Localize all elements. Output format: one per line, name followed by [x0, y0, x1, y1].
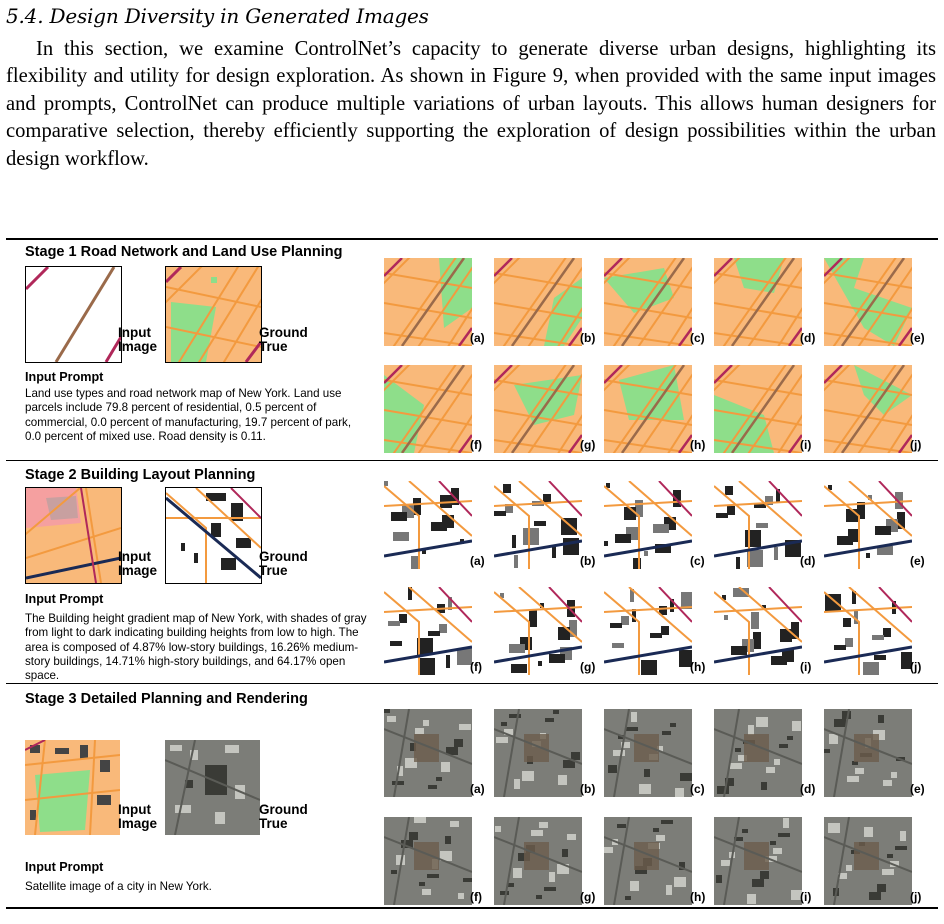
stage-1-input-image [25, 266, 122, 363]
stage-2-variant-f-image [384, 587, 472, 675]
stage-2-variant-f-label: (f) [470, 660, 482, 674]
stage-3-input-label: Input Image [118, 802, 158, 831]
stage-1-variant-g-image [494, 365, 582, 453]
stage-2-variant-a-label: (a) [470, 554, 485, 568]
stage-1-prompt-title: Input Prompt [25, 370, 104, 384]
stage-2-variant-i-image [714, 587, 802, 675]
stage-3-prompt-text: Satellite image of a city in New York. [25, 880, 212, 893]
stage-3-input-image [25, 740, 120, 835]
stage-3-title: Stage 3 Detailed Planning and Rendering [25, 691, 308, 707]
stage-3-ground-true-image [165, 740, 260, 835]
stage-1-variant-c-label: (c) [690, 331, 705, 345]
stage-1-ground-label: Ground True [259, 325, 308, 354]
figure-bottom-rule [6, 907, 938, 909]
stage-2-variant-c-label: (c) [690, 554, 705, 568]
stage-3-variant-d-image [714, 709, 802, 797]
stage-2-variant-b-label: (b) [580, 554, 596, 568]
stage-3-ground-label: Ground True [259, 802, 308, 831]
section-heading: 5.4. Design Diversity in Generated Images [6, 4, 429, 28]
stage-1-variant-a-label: (a) [470, 331, 485, 345]
stage-3-variant-i-label: (i) [800, 890, 812, 904]
stage-2-variant-e-label: (e) [910, 554, 925, 568]
stage-1-variant-g-label: (g) [580, 438, 596, 452]
stage-2-variant-a-image [384, 481, 472, 569]
stage-2-prompt-text: The Building height gradient map of New York, with shades of gray from light to dark indicating building heights from low to high. The area is composed of 4.87% low-story buildings, 16.26% medium-story buildings, 14.71% high-story buildings, and 64.17% open space. [25, 612, 367, 683]
stage-1-variant-j-image [824, 365, 912, 453]
stage-3-variant-e-label: (e) [910, 782, 925, 796]
stage-2-variant-h-image [604, 587, 692, 675]
figure-top-rule [6, 238, 938, 240]
stage-2-variant-j-image [824, 587, 912, 675]
stage-3-variant-e-image [824, 709, 912, 797]
stage-2-input-image [25, 487, 122, 584]
stage-3-variant-b-image [494, 709, 582, 797]
stage-3-variant-g-label: (g) [580, 890, 596, 904]
stage-2-ground-true-image [165, 487, 262, 584]
stage-3-variant-h-image [604, 817, 692, 905]
stage-1-ground-true-image [165, 266, 262, 363]
stage-1-variant-b-label: (b) [580, 331, 596, 345]
stage-3-variant-a-image [384, 709, 472, 797]
stage-1-variant-e-image [824, 258, 912, 346]
stage-1-variant-f-label: (f) [470, 438, 482, 452]
stage-2-input-label: Input Image [118, 549, 158, 578]
stage-3-variant-g-image [494, 817, 582, 905]
stage-3-variant-d-label: (d) [800, 782, 816, 796]
stage-3-variant-c-image [604, 709, 692, 797]
stage-divider-1 [6, 460, 938, 461]
stage-3-variant-h-label: (h) [690, 890, 706, 904]
stage-2-title: Stage 2 Building Layout Planning [25, 467, 256, 483]
stage-2-variant-e-image [824, 481, 912, 569]
stage-2-variant-d-label: (d) [800, 554, 816, 568]
stage-1-variant-h-image [604, 365, 692, 453]
stage-2-variant-d-image [714, 481, 802, 569]
stage-1-variant-b-image [494, 258, 582, 346]
stage-1-variant-i-image [714, 365, 802, 453]
stage-3-variant-f-image [384, 817, 472, 905]
stage-1-input-label: Input Image [118, 325, 158, 354]
stage-2-variant-j-label: (j) [910, 660, 922, 674]
stage-1-variant-c-image [604, 258, 692, 346]
stage-3-variant-j-image [824, 817, 912, 905]
stage-2-variant-c-image [604, 481, 692, 569]
section-paragraph: In this section, we examine ControlNet’s capacity to generate diverse urban designs, highlighting its flexibility and utility for design exploration. As shown in Figure 9, when provided with the same input images and prompts, ControlNet can produce multiple variations of urban layouts. This allows human designers for comparative selection, thereby efficiently supporting the exploration of design possibilities within the urban design workflow. [6, 38, 936, 170]
stage-3-variant-b-label: (b) [580, 782, 596, 796]
stage-2-variant-i-label: (i) [800, 660, 812, 674]
stage-1-variant-d-image [714, 258, 802, 346]
stage-2-variant-b-image [494, 481, 582, 569]
stage-2-variant-h-label: (h) [690, 660, 706, 674]
stage-1-variant-a-image [384, 258, 472, 346]
stage-1-variant-d-label: (d) [800, 331, 816, 345]
stage-3-variant-j-label: (j) [910, 890, 922, 904]
stage-3-variant-i-image [714, 817, 802, 905]
stage-2-variant-g-label: (g) [580, 660, 596, 674]
stage-1-prompt-text: Land use types and road network map of New York. Land use parcels include 79.8 percent of residential, 0.5 percent of commercial, 0.0 percent of manufacturing, 19.7 percent of park, 0.0 percent of mixed use. Road density is 0.11. [25, 387, 352, 443]
stage-1-variant-e-label: (e) [910, 331, 925, 345]
stage-3-variant-f-label: (f) [470, 890, 482, 904]
stage-3-prompt-title: Input Prompt [25, 860, 104, 874]
stage-2-prompt-title: Input Prompt [25, 592, 104, 606]
stage-3-variant-a-label: (a) [470, 782, 485, 796]
stage-1-variant-j-label: (j) [910, 438, 922, 452]
stage-2-variant-g-image [494, 587, 582, 675]
stage-2-ground-label: Ground True [259, 549, 308, 578]
stage-1-variant-h-label: (h) [690, 438, 706, 452]
stage-1-variant-i-label: (i) [800, 438, 812, 452]
stage-1-title: Stage 1 Road Network and Land Use Planning [25, 244, 343, 260]
stage-1-variant-f-image [384, 365, 472, 453]
stage-3-variant-c-label: (c) [690, 782, 705, 796]
